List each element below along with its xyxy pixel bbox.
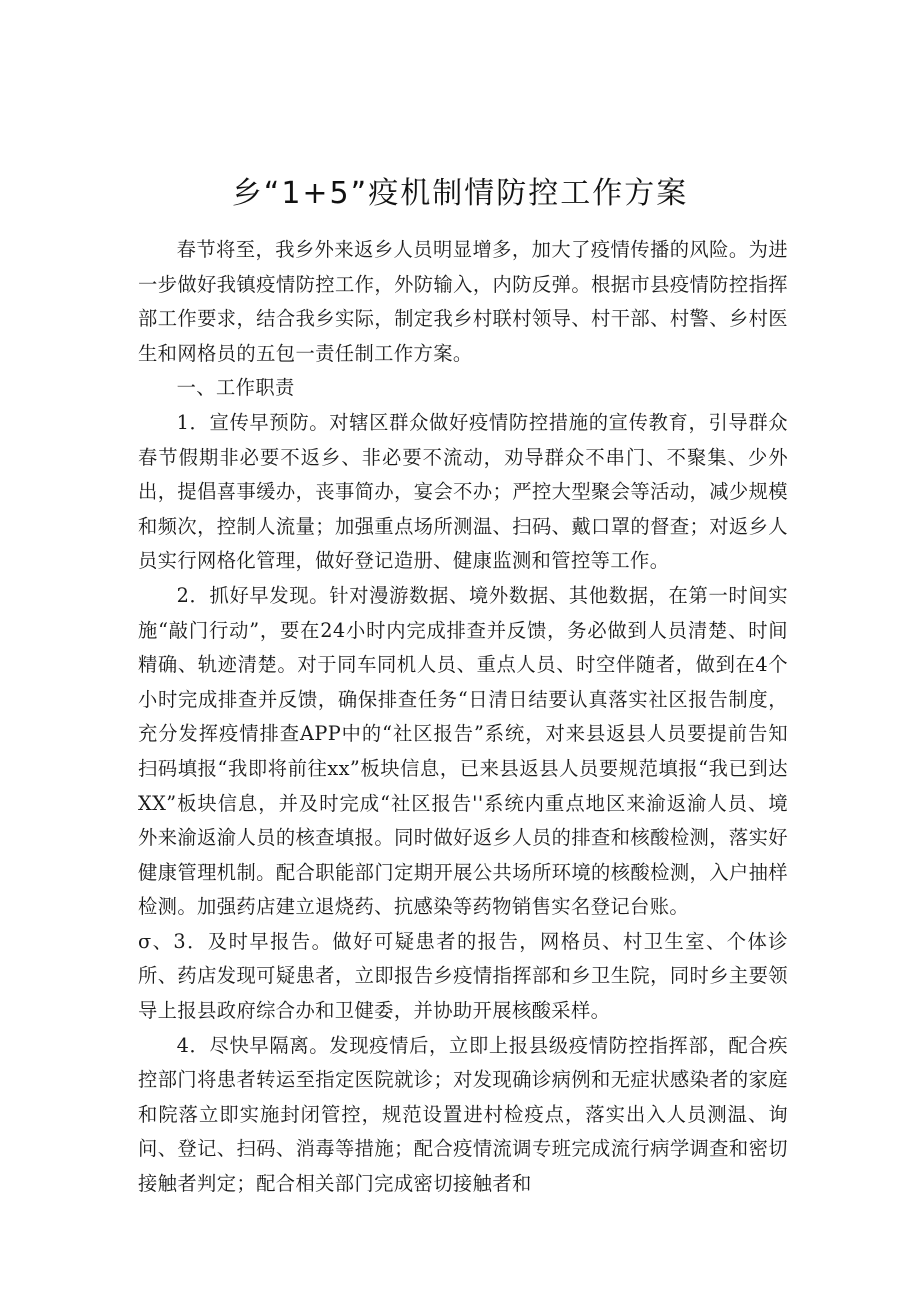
paragraph-item-2: 2．抓好早发现。针对漫游数据、境外数据、其他数据，在第一时间实施“敲门行动”，要在24小时内完成排查并反馈，务必做到人员清楚、时间精确、轨迹清楚。对于同车同机人员、重点人员、时空伴随者，做到在4个小时完成排查并反馈，确保排查任务“日清日结要认真落实社区报告制度，充分发挥疫情排查APP中的“社区报告”系统，对来县返县人员要提前告知扫码填报“我即将前往xx”板块信息，已来县返县人员要规范填报“我已到达XX”板块信息，并及时完成“社区报告''系统内重点地区来渝返渝人员、境外来渝返渝人员的核查填报。同时做好返乡人员的排查和核酸检测，落实好健康管理机制。配合职能部门定期开展公共场所环境的核酸检测，入户抽样检测。加强药店建立退烧药、抗感染等药物销售实名登记台账。 (138, 583, 788, 919)
document-title: 乡“1+5”疫机制情防控工作方案 (231, 176, 689, 211)
document-body (138, 233, 788, 1202)
intro-paragraph: 春节将至，我乡外来返乡人员明显增多，加大了疫情传播的风险。为进一步做好我镇疫情防控工作，外防输入，内防反弹。根据市县疫情防控指挥部工作要求，结合我乡实际，制定我乡村联村领导、村干部、村警、乡村医生和网格员的五包一责任制工作方案。 (138, 238, 788, 365)
paragraph-item-4: 4．尽快早隔离。发现疫情后，立即上报县级疫情防控指挥部，配合疾控部门将患者转运至指定医院就诊；对发现确诊病例和无症状感染者的家庭和院落立即实施封闭管控，规范设置进村检疫点，落实出入人员测温、询问、登记、扫码、消毒等措施；配合疫情流调专班完成流行病学调查和密切接触者判定；配合相关部门完成密切接触者和 (138, 1033, 788, 1196)
paragraph-item-1: 1．宣传早预防。对辖区群众做好疫情防控措施的宣传教育，引导群众春节假期非必要不返乡、非必要不流动，劝导群众不串门、不聚集、少外出，提倡喜事缓办，丧事简办，宴会不办；严控大型聚会等活动，减少规模和频次，控制人流量；加强重点场所测温、扫码、戴口罩的督查；对返乡人员实行网格化管理，做好登记造册、健康监测和管控等工作。 (138, 410, 788, 573)
section-heading-work-duties: 一、工作职责 (176, 376, 295, 400)
paragraph-item-3: σ、3．及时早报告。做好可疑患者的报告，网格员、村卫生室、个体诊所、药店发现可疑患者，立即报告乡疫情指挥部和乡卫生院，同时乡主要领导上报县政府综合办和卫健委，并协助开展核酸采样。 (138, 929, 788, 1023)
